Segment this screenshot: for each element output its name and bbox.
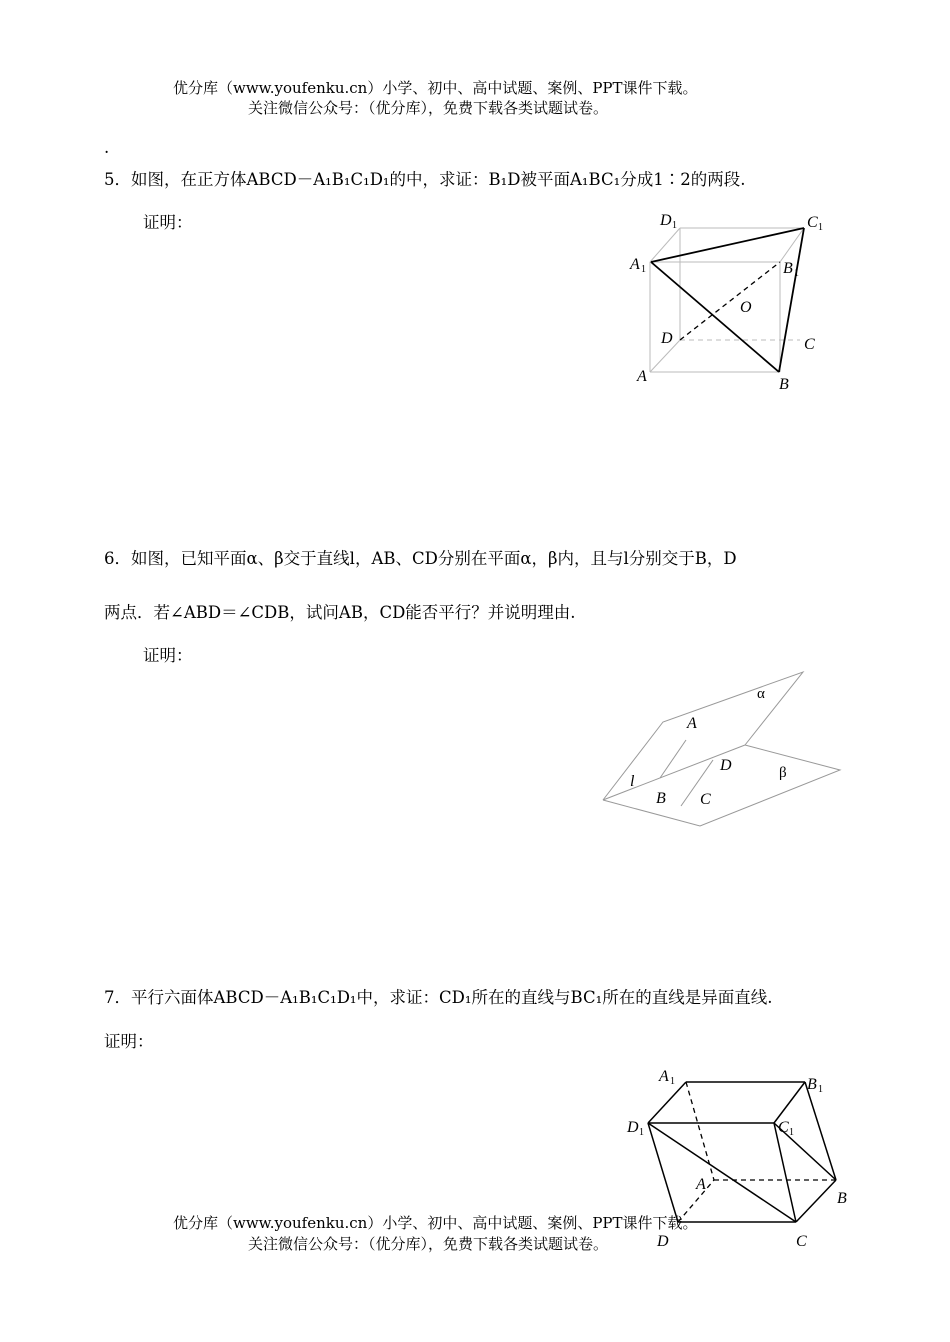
label-D1: D — [660, 212, 672, 229]
label-B1-sub: 1 — [794, 268, 799, 279]
header-line-2: 关注微信公众号：（优分库），免费下载各类试题试卷。 — [248, 99, 609, 117]
question-7-text: 7．平行六面体ABCD－A₁B₁C₁D₁中，求证：CD₁所在的直线与BC₁所在的直线是异面直线. — [104, 988, 773, 1007]
cube-figure — [620, 205, 830, 400]
label-A1-sub: 1 — [670, 1076, 675, 1087]
label-A: A — [637, 368, 647, 385]
label-A1: A — [630, 256, 640, 273]
label-B1: B — [807, 1076, 817, 1093]
label-C1-sub: 1 — [818, 222, 823, 233]
question-6-proof-label: 证明： — [143, 646, 193, 665]
label-alpha: α — [757, 686, 765, 702]
footer-line-2: 关注微信公众号：（优分库），免费下载各类试题试卷。 — [248, 1235, 609, 1253]
question-5-text: 5．如图，在正方体ABCD－A₁B₁C₁D₁的中，求证：B₁D被平面A₁BC₁分成1∶2的两段. — [104, 170, 746, 189]
label-B1-sub: 1 — [818, 1084, 823, 1095]
label-A: A — [696, 1176, 706, 1193]
label-D1-sub: 1 — [672, 220, 677, 231]
label-l: l — [630, 773, 635, 790]
label-A1: A — [659, 1068, 669, 1085]
label-B: B — [779, 376, 789, 393]
label-C: C — [700, 791, 711, 808]
label-A: A — [687, 715, 697, 732]
label-A1-sub: 1 — [641, 264, 646, 275]
planes-figure — [595, 665, 850, 835]
label-D1: D — [627, 1119, 639, 1136]
label-C1-sub: 1 — [789, 1127, 794, 1138]
label-D1-sub: 1 — [639, 1127, 644, 1138]
question-7-proof-label: 证明： — [104, 1032, 154, 1051]
label-B: B — [837, 1190, 847, 1207]
question-5-proof-label: 证明： — [143, 213, 193, 232]
label-C1: C — [807, 214, 818, 231]
label-C1: C — [778, 1119, 789, 1136]
footer-line-1: 优分库（www.youfenku.cn）小学、初中、高中试题、案例、PPT课件下载。 — [173, 1214, 698, 1232]
label-D: D — [657, 1233, 669, 1250]
label-C: C — [804, 336, 815, 353]
label-B1: B — [783, 260, 793, 277]
question-6-line-2: 两点．若∠ABD＝∠CDB，试问AB，CD能否平行？并说明理由. — [104, 603, 576, 622]
label-beta: β — [779, 765, 787, 781]
label-D: D — [661, 330, 673, 347]
label-C: C — [796, 1233, 807, 1250]
label-D: D — [720, 757, 732, 774]
header-line-1: 优分库（www.youfenku.cn）小学、初中、高中试题、案例、PPT课件下载。 — [173, 79, 698, 97]
label-O: O — [740, 299, 752, 316]
stray-dot: . — [104, 138, 110, 157]
question-6-line-1: 6．如图，已知平面α、β交于直线l，AB、CD分别在平面α，β内，且与l分别交于B，D — [104, 549, 737, 568]
label-B: B — [656, 790, 666, 807]
